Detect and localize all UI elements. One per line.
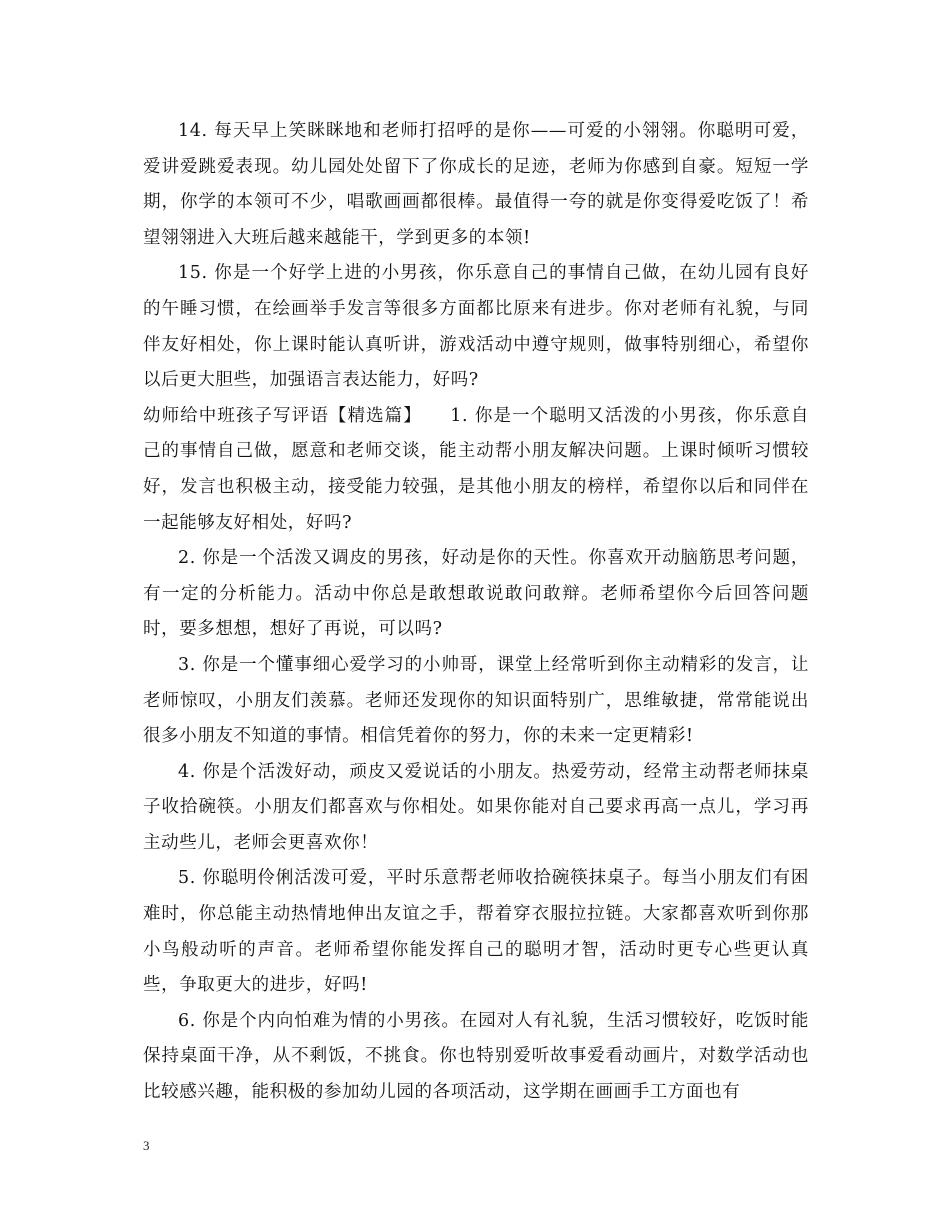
paragraph-14: 14. 每天早上笑眯眯地和老师打招呼的是你——可爱的小翎翎。你聪明可爱，爱讲爱跳爱表现。幼儿园处处留下了你成长的足迹，老师为你感到自豪。短短一学期，你学的本领可不少，唱歌画画都很棒。最值得一夸的就是你变得爱吃饭了！希望翎翎进入大班后越来越能干，学到更多的本领! (143, 121, 809, 248)
paragraph-15: 15. 你是一个好学上进的小男孩，你乐意自己的事情自己做，在幼儿园有良好的午睡习惯，在绘画举手发言等很多方面都比原来有进步。你对老师有礼貌，与同伴友好相处，你上课时能认真听讲，游戏活动中遵守规则，做事特别细心，希望你以后更大胆些，加强语言表达能力，好吗? (143, 263, 809, 391)
page-number: 3 (143, 1138, 150, 1153)
paragraph-4: 4. 你是个活泼好动，顽皮又爱说话的小朋友。热爱劳动，经常主动帮老师抹桌子收拾碗筷。小朋友们都喜欢与你相处。如果你能对自己要求再高一点儿，学习再主动些儿，老师会更喜欢你！ (143, 761, 809, 853)
paragraph-6: 6. 你是个内向怕难为情的小男孩。在园对人有礼貌，生活习惯较好，吃饭时能保持桌面干净，从不剩饭，不挑食。你也特别爱听故事爱看动画片，对数学活动也比较感兴趣，能积极的参加幼儿园的各项活动，这学期在画画手工方面也有 (143, 1010, 809, 1103)
paragraph-2: 2. 你是一个活泼又调皮的男孩，好动是你的天性。你喜欢开动脑筋思考问题，有一定的分析能力。活动中你总是敢想敢说敢问敢辩。老师希望你今后回答问题时，要多想想，想好了再说，可以吗? (143, 548, 809, 640)
section-heading-paragraph-1: 幼师给中班孩子写评语【精选篇】 1. 你是一个聪明又活泼的小男孩，你乐意自己的事情自己做，愿意和老师交谈，能主动帮小朋友解决问题。上课时倾听习惯较好，发言也积极主动，接受能力较强，是其他小朋友的榜样，希望你以后和同伴在一起能够友好相处，好吗? (143, 405, 809, 533)
paragraph-5: 5. 你聪明伶俐活泼可爱，平时乐意帮老师收拾碗筷抹桌子。每当小朋友们有困难时，你总能主动热情地伸出友谊之手，帮着穿衣服拉拉链。大家都喜欢听到你那小鸟般动听的声音。老师希望你能发挥自己的聪明才智，活动时更专心些更认真些，争取更大的进步，好吗! (143, 868, 809, 996)
document-body (143, 114, 809, 1111)
paragraph-3: 3. 你是一个懂事细心爱学习的小帅哥，课堂上经常听到你主动精彩的发言，让老师惊叹，小朋友们羡慕。老师还发现你的知识面特别广，思维敏捷，常常能说出很多小朋友不知道的事情。相信凭着你的努力，你的未来一定更精彩! (143, 654, 809, 747)
